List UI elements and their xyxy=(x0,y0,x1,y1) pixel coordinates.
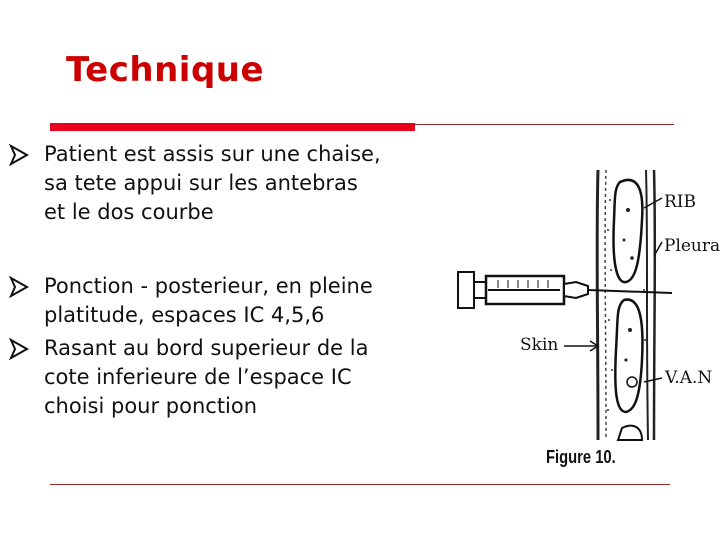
bullet-line: Rasant au bord superieur de la xyxy=(44,336,369,360)
syringe-illustration xyxy=(458,272,672,308)
bullet-line: sa tete appui sur les antebras xyxy=(44,171,358,195)
bullet-line: et le dos courbe xyxy=(44,200,214,224)
arrow-bullet-icon xyxy=(8,276,30,298)
slide-title: Technique xyxy=(66,50,265,90)
bullet-line: choisi pour ponction xyxy=(44,394,258,418)
arrow-bullet-icon xyxy=(8,338,30,360)
figure-caption: Figure 10. xyxy=(546,447,616,467)
title-rule xyxy=(415,124,674,125)
chest-wall-illustration xyxy=(564,170,662,440)
figure-label-pleura: Pleura xyxy=(664,236,720,256)
bullet-line: Patient est assis sur une chaise, xyxy=(44,142,381,166)
figure-label-van: V.A.N xyxy=(665,368,713,388)
bullet-line: platitude, espaces IC 4,5,6 xyxy=(44,303,325,327)
bottom-rule xyxy=(50,484,670,485)
bullet-line: cote inferieure de l’espace IC xyxy=(44,365,352,389)
title-accent-bar xyxy=(50,123,415,131)
figure-label-skin: Skin xyxy=(520,335,559,355)
figure-label-rib: RIB xyxy=(664,192,697,212)
bullet-line: Ponction - posterieur, en pleine xyxy=(44,274,373,298)
arrow-bullet-icon xyxy=(8,144,30,166)
